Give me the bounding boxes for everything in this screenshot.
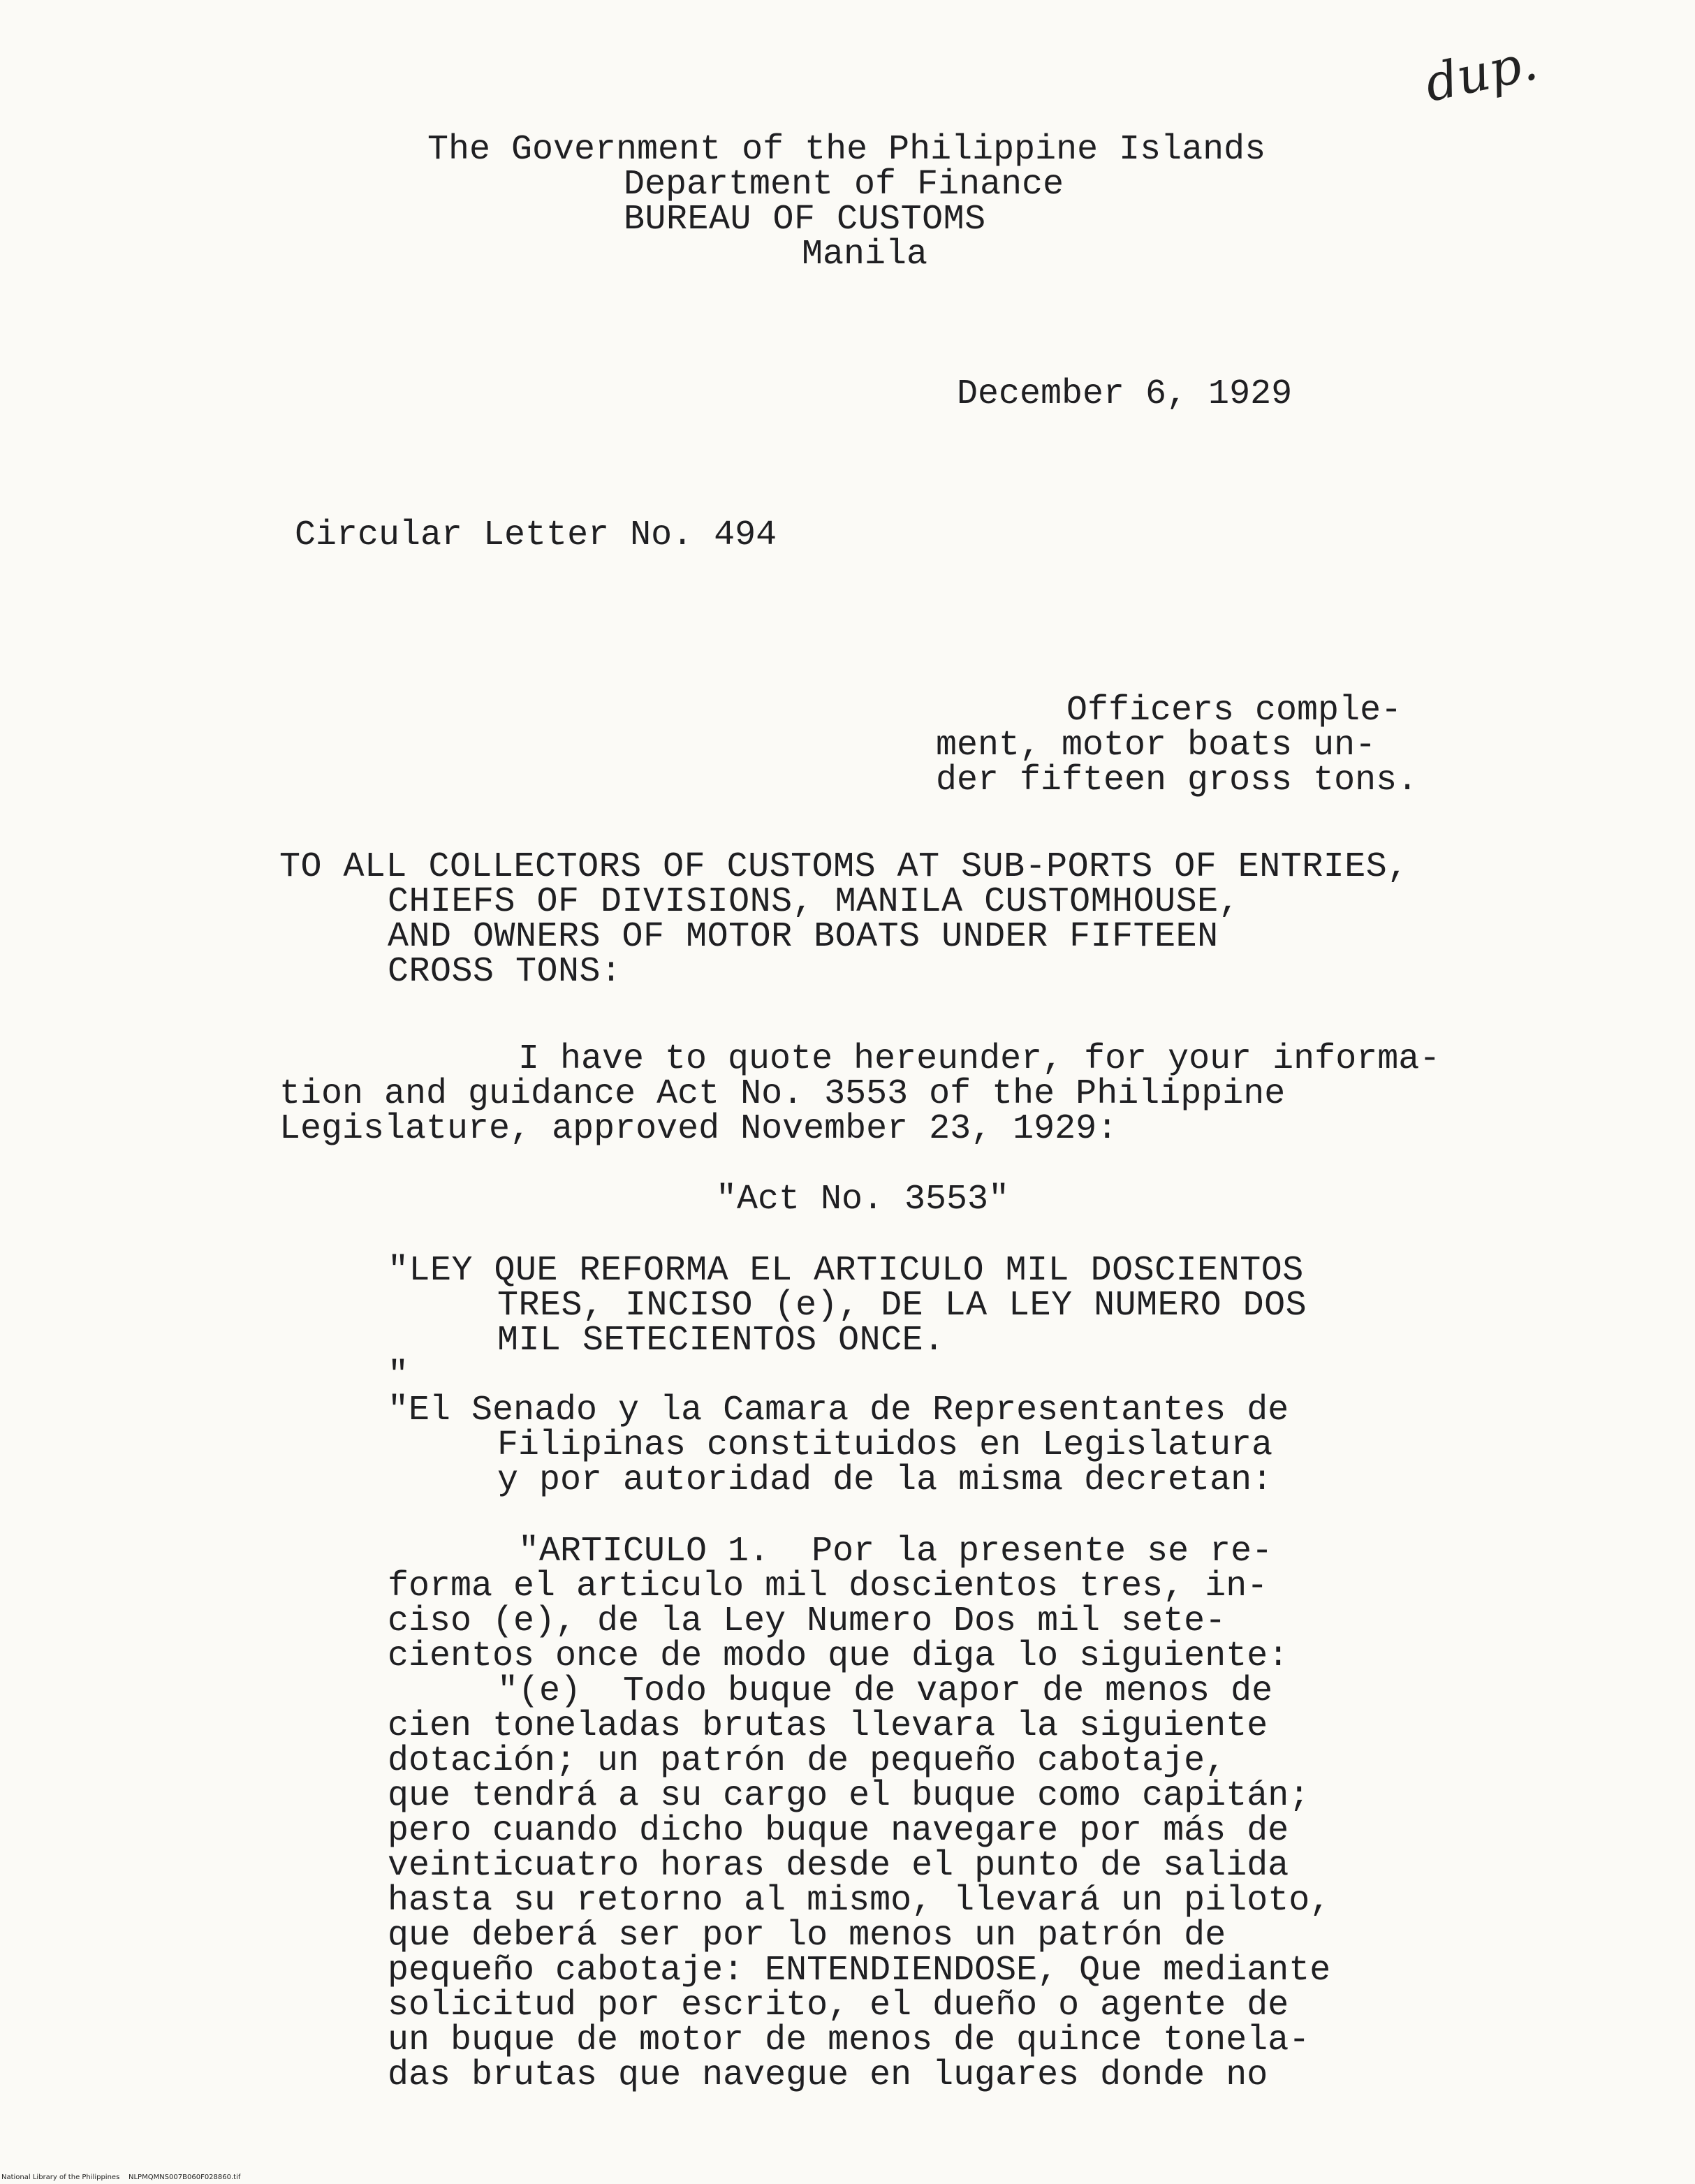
articulo-line-5: "(e) Todo buque de vapor de menos de bbox=[497, 1671, 1273, 1711]
articulo-line-13: pequeño cabotaje: ENTENDIENDOSE, Que mediante bbox=[388, 1951, 1331, 1991]
intro-line-2: tion and guidance Act No. 3553 of the Philippine bbox=[279, 1074, 1286, 1114]
header-bureau: BUREAU OF CUSTOMS bbox=[624, 200, 986, 240]
ley-line-3: MIL SETECIENTOS ONCE. bbox=[497, 1321, 945, 1361]
letter-date: December 6, 1929 bbox=[957, 374, 1293, 414]
senado-line-1: "El Senado y la Camara de Representantes de bbox=[388, 1391, 1289, 1430]
intro-line-3: Legislature, approved November 23, 1929: bbox=[279, 1109, 1118, 1149]
header-government: The Government of the Philippine Islands bbox=[427, 130, 1266, 170]
articulo-line-14: solicitud por escrito, el dueño o agente de bbox=[388, 1986, 1289, 2025]
scan-footer: National Library of the Philippines NLPMQMNS007B060F028860.tif bbox=[1, 2174, 241, 2181]
articulo-line-4: cientos once de modo que diga lo siguiente: bbox=[388, 1636, 1289, 1676]
header-city: Manila bbox=[802, 235, 928, 274]
addressee-line-4: CROSS TONS: bbox=[388, 952, 622, 992]
senado-line-2: Filipinas constituidos en Legislatura bbox=[497, 1426, 1273, 1465]
articulo-line-16: das brutas que navegue en lugares donde no bbox=[388, 2055, 1268, 2095]
addressee-line-1: TO ALL COLLECTORS OF CUSTOMS AT SUB-PORTS OF ENTRIES, bbox=[279, 847, 1409, 887]
articulo-line-11: hasta su retorno al mismo, llevará un piloto, bbox=[388, 1881, 1331, 1921]
handwritten-annotation: dup. bbox=[1420, 32, 1543, 113]
articulo-line-6: cien toneladas brutas llevara la siguiente bbox=[388, 1706, 1268, 1746]
circular-number: Circular Letter No. 494 bbox=[295, 515, 777, 555]
subject-line-1: Officers comple- bbox=[1066, 691, 1402, 731]
senado-line-3: y por autoridad de la misma decretan: bbox=[497, 1460, 1273, 1500]
addressee-line-2: CHIEFS OF DIVISIONS, MANILA CUSTOMHOUSE, bbox=[388, 882, 1240, 922]
articulo-line-8: que tendrá a su cargo el buque como capitán; bbox=[388, 1776, 1310, 1816]
articulo-line-3: ciso (e), de la Ley Numero Dos mil sete- bbox=[388, 1602, 1226, 1641]
act-title: "Act No. 3553" bbox=[716, 1180, 1010, 1219]
articulo-line-7: dotación; un patrón de pequeño cabotaje, bbox=[388, 1741, 1226, 1781]
ley-line-1: "LEY QUE REFORMA EL ARTICULO MIL DOSCIENTOS bbox=[388, 1251, 1304, 1291]
stray-quote-mark: " bbox=[388, 1356, 409, 1395]
articulo-line-12: que deberá ser por lo menos un patrón de bbox=[388, 1916, 1226, 1956]
articulo-line-10: veinticuatro horas desde el punto de salida bbox=[388, 1846, 1289, 1886]
articulo-line-9: pero cuando dicho buque navegare por más de bbox=[388, 1811, 1289, 1851]
addressee-line-3: AND OWNERS OF MOTOR BOATS UNDER FIFTEEN bbox=[388, 917, 1219, 957]
articulo-line-2: forma el articulo mil doscientos tres, in- bbox=[388, 1567, 1268, 1606]
header-department: Department of Finance bbox=[624, 165, 1064, 205]
articulo-line-1: "ARTICULO 1. Por la presente se re- bbox=[518, 1532, 1273, 1571]
ley-line-2: TRES, INCISO (e), DE LA LEY NUMERO DOS bbox=[497, 1286, 1307, 1326]
subject-line-3: der fifteen gross tons. bbox=[936, 761, 1418, 800]
intro-line-1: I have to quote hereunder, for your informa- bbox=[518, 1039, 1441, 1079]
subject-line-2: ment, motor boats un- bbox=[936, 726, 1377, 765]
articulo-line-15: un buque de motor de menos de quince tonela- bbox=[388, 2021, 1310, 2060]
